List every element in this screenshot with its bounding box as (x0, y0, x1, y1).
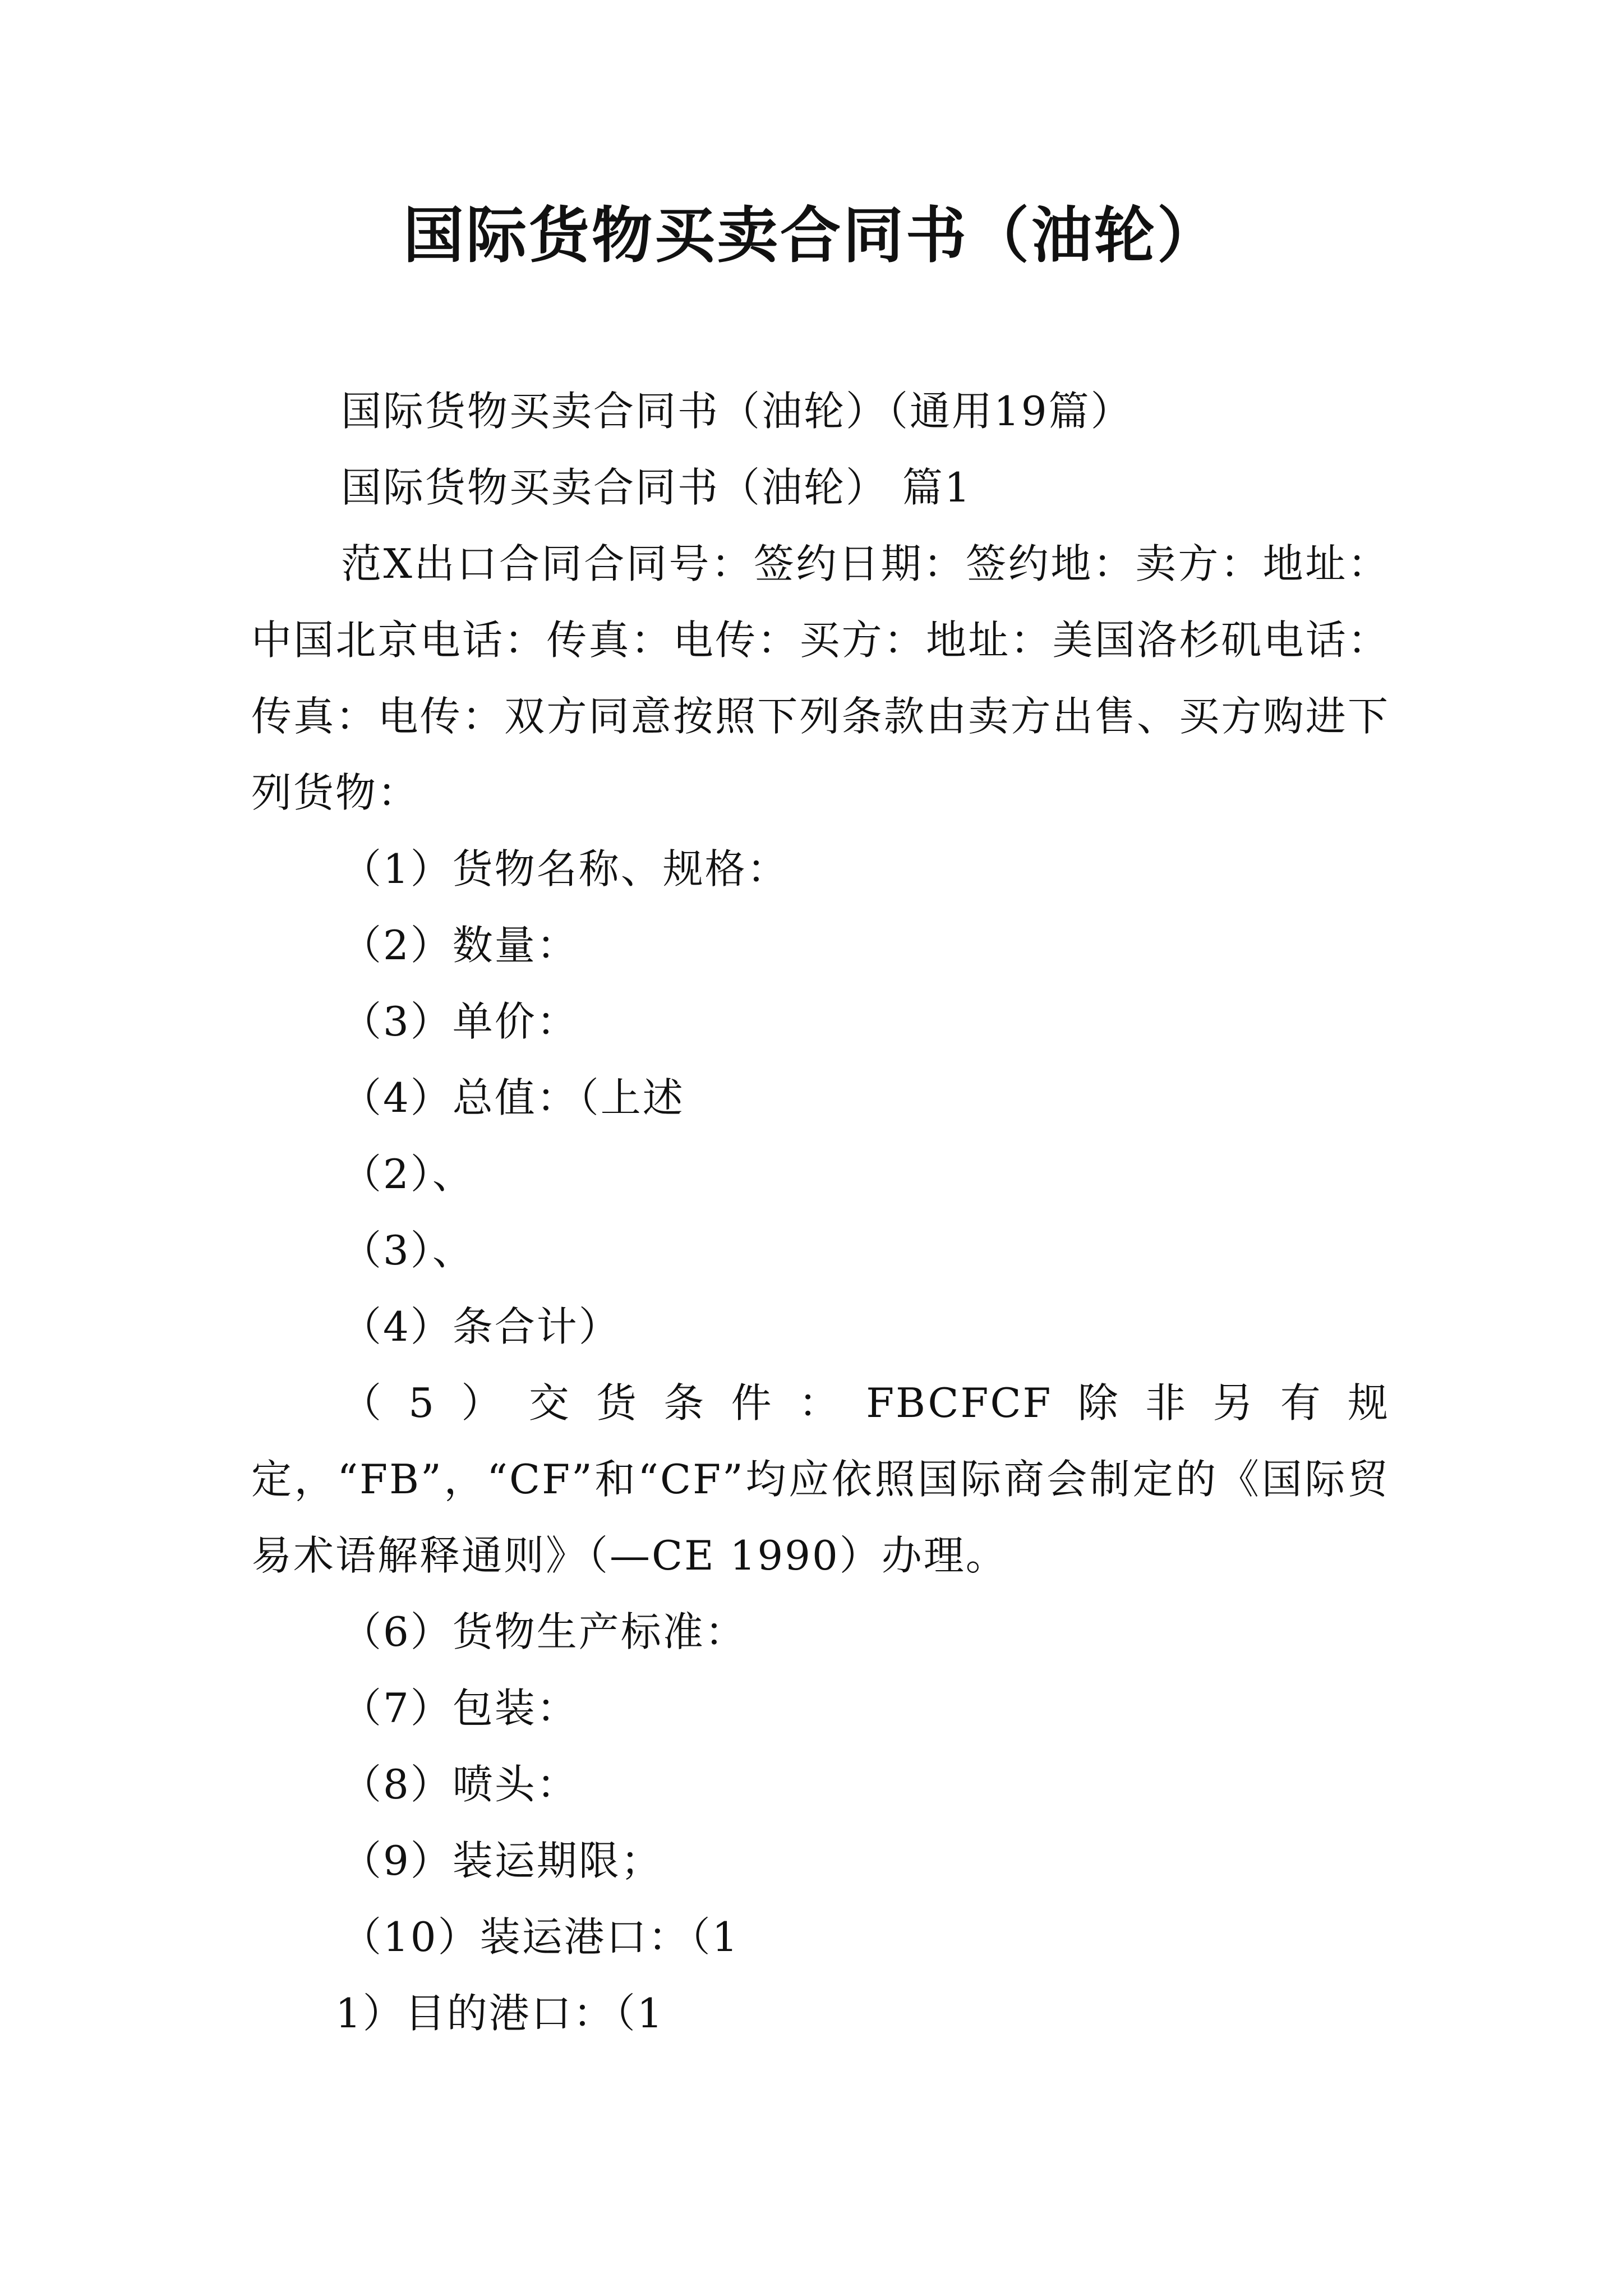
clause-loading-port: （10）装运港口：（1 (341, 1913, 740, 1961)
paragraph-collection-heading: 国际货物买卖合同书（油轮）（通用19篇） (341, 388, 1133, 435)
document-title: 国际货物买卖合同书（油轮） (403, 200, 1220, 271)
paragraph-section-heading: 国际货物买卖合同书（油轮） 篇1 (341, 464, 972, 511)
clause-marking: （8）喷头： (341, 1761, 579, 1808)
clause-unit-price: （3）单价： (341, 998, 579, 1045)
clause-goods-name: （1）货物名称、规格： (341, 845, 789, 892)
clause-shipment-period: （9）装运期限； (341, 1837, 663, 1884)
clause-fragment-4: （4）条合计） (341, 1303, 621, 1350)
paragraph-contract-intro: 范X出口合同合同号：签约日期：签约地：卖方：地址：中国北京电话：传真：电传：买方：地址：美国洛杉矶电话：传真：电传：双方同意按照下列条款由卖方出售、买方购进下列货物： (251, 540, 1390, 816)
clause-destination-port: 1）目的港口：（1 (335, 1990, 665, 2037)
document-body (251, 373, 1390, 2051)
clause-fragment-3: （3）、 (341, 1227, 474, 1274)
clause-delivery-terms: （5）交货条件：FBCFCF除非另有规定，“FB”，“CF”和“CF”均应依照国际商会制定的《国际贸易术语解释通则》（—CE 1990）办理。 (251, 1379, 1390, 1579)
clause-fragment-2: （2）、 (341, 1151, 474, 1198)
clause-packing: （7）包装： (341, 1685, 579, 1732)
clause-quantity: （2）数量： (341, 922, 579, 969)
clause-total-value: （4）总值：（上述 (341, 1074, 685, 1121)
clause-production-standard: （6）货物生产标准： (341, 1608, 747, 1655)
